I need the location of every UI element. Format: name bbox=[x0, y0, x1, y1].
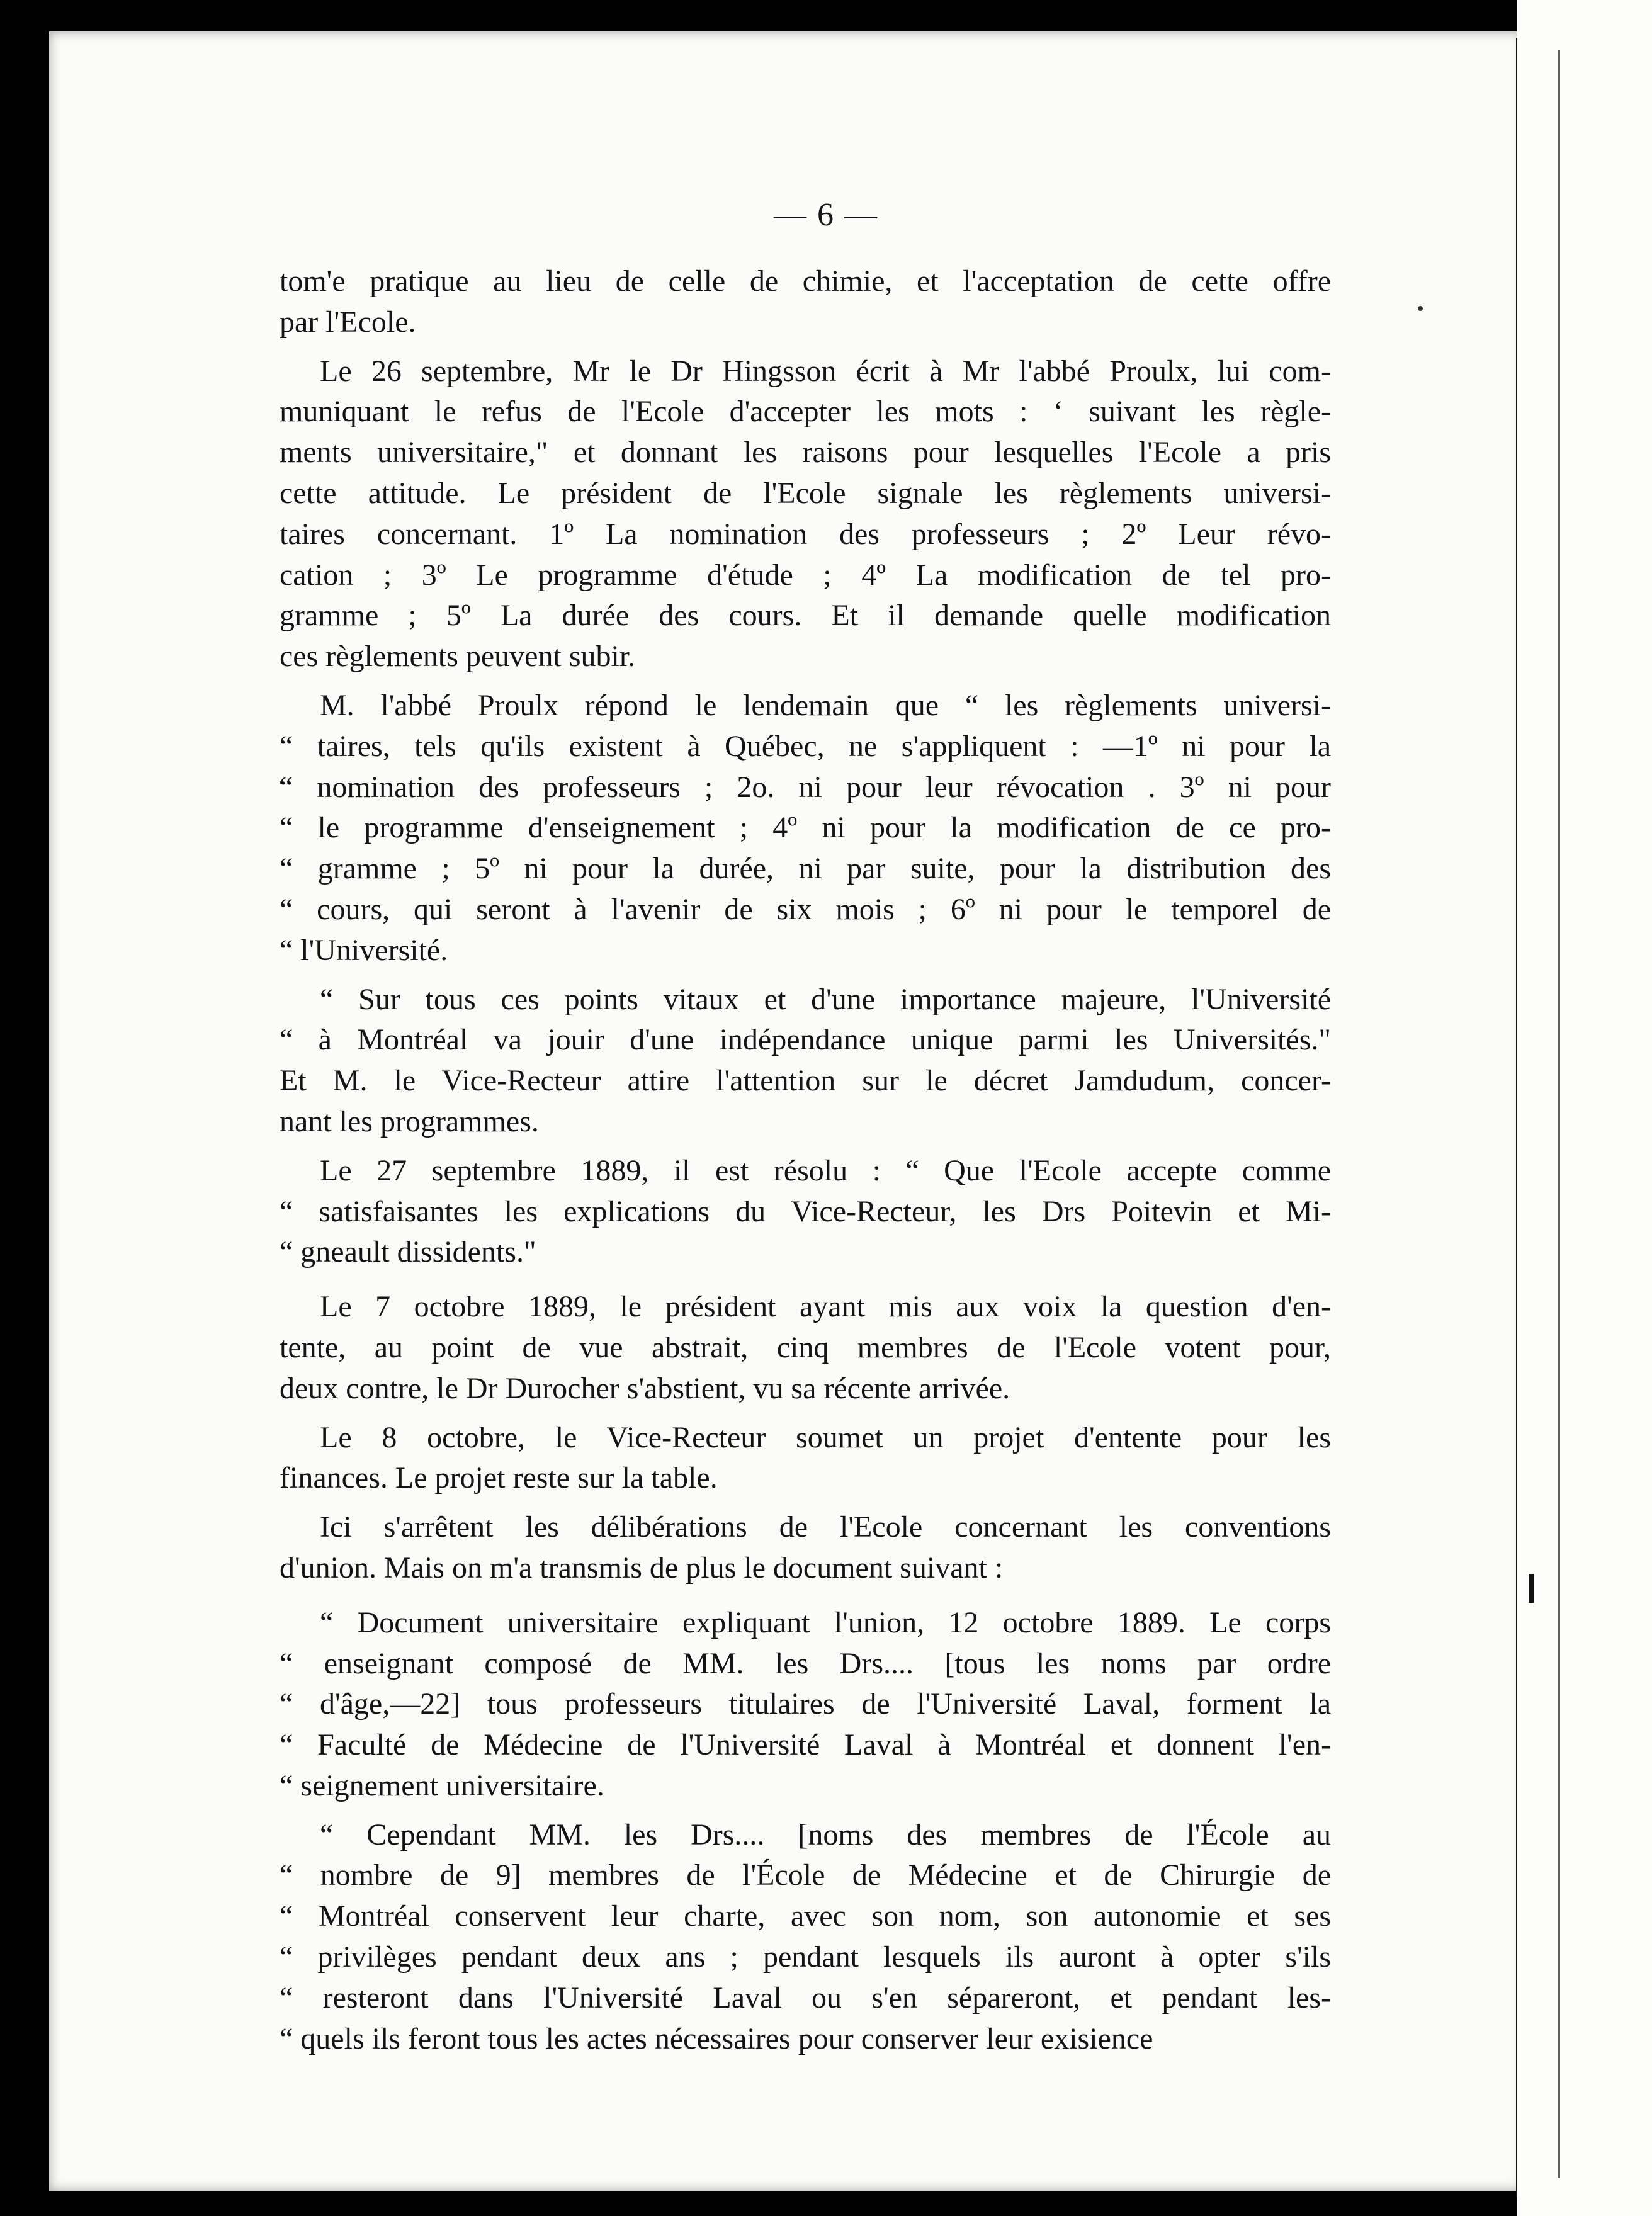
paragraph bbox=[280, 1151, 1331, 1273]
text-line: cation ; 3º Le programme d'étude ; 4º La modification de tel pro- bbox=[280, 558, 1331, 592]
text-line: M. l'abbé Proulx répond le lendemain que “ les règlements universi- bbox=[320, 688, 1331, 722]
text-line: “ seignement universitaire. bbox=[280, 1768, 604, 1802]
paragraph bbox=[280, 1603, 1331, 1807]
text-line: “ nombre de 9] membres de l'École de Médecine et de Chirurgie de bbox=[280, 1858, 1331, 1892]
text-line: deux contre, le Dr Durocher s'abstient, vu sa récente arrivée. bbox=[280, 1371, 1010, 1405]
paragraph bbox=[280, 1287, 1331, 1409]
binding-edge-line bbox=[1558, 50, 1560, 2178]
text-line: “ taires, tels qu'ils existent à Québec, ne s'appliquent : —1º ni pour la bbox=[280, 729, 1331, 763]
text-line: gramme ; 5º La durée des cours. Et il demande quelle modification bbox=[280, 599, 1331, 633]
text-line: Le 26 septembre, Mr le Dr Hingsson écrit à Mr l'abbé Proulx, lui com- bbox=[320, 354, 1331, 388]
text-line: muniquant le refus de l'Ecole d'accepter les mots : ‘ suivant les règle- bbox=[280, 395, 1331, 429]
text-line: finances. Le projet reste sur la table. bbox=[280, 1461, 718, 1495]
paragraph bbox=[280, 1507, 1331, 1589]
text-line: “ Cependant MM. les Drs.... [noms des membres de l'École au bbox=[320, 1817, 1331, 1851]
text-line: tente, au point de vue abstrait, cinq membres de l'Ecole votent pour, bbox=[280, 1330, 1331, 1364]
text-line: Et M. le Vice-Recteur attire l'attention sur le décret Jamdudum, concer- bbox=[280, 1064, 1331, 1098]
paragraph bbox=[280, 686, 1331, 971]
text-line: “ l'Université. bbox=[280, 933, 448, 967]
page-number: — 6 — bbox=[774, 197, 878, 233]
text-line: d'union. Mais on m'a transmis de plus le document suivant : bbox=[280, 1551, 1004, 1585]
text-line: cette attitude. Le président de l'Ecole signale les règlements universi- bbox=[280, 476, 1331, 510]
text-line: Ici s'arrêtent les délibérations de l'Ecole concernant les conventions bbox=[320, 1510, 1331, 1544]
text-line: “ satisfaisantes les explications du Vice-Recteur, les Drs Poitevin et Mi- bbox=[280, 1194, 1331, 1228]
text-line: “ Sur tous ces points vitaux et d'une importance majeure, l'Université bbox=[320, 982, 1331, 1016]
text-line: “ à Montréal va jouir d'une indépendance unique parmi les Universités." bbox=[280, 1023, 1331, 1057]
text-line: “ Document universitaire expliquant l'union, 12 octobre 1889. Le corps bbox=[320, 1605, 1331, 1639]
text-line: “ quels ils feront tous les actes nécessaires pour conserver leur exisience bbox=[280, 2021, 1153, 2055]
paragraph bbox=[280, 351, 1331, 677]
paragraph bbox=[280, 261, 1331, 343]
text-line: “ enseignant composé de MM. les Drs.... [tous les noms par ordre bbox=[280, 1646, 1331, 1680]
text-line: “ gramme ; 5º ni pour la durée, ni par suite, pour la distribution des bbox=[280, 852, 1331, 886]
text-line: ments universitaire," et donnant les raisons pour lesquelles l'Ecole a pris bbox=[280, 436, 1331, 470]
text-line: Le 8 octobre, le Vice-Recteur soumet un projet d'entente pour les bbox=[320, 1420, 1331, 1454]
text-line: “ gneault dissidents." bbox=[280, 1235, 536, 1269]
paragraph bbox=[280, 1418, 1331, 1500]
text-line: par l'Ecole. bbox=[280, 305, 416, 339]
text-line: nant les programmes. bbox=[280, 1104, 539, 1138]
text-line: “ le programme d'enseignement ; 4º ni pour la modification de ce pro- bbox=[280, 811, 1331, 845]
text-line: “ nomination des professeurs ; 2o. ni pour leur révocation . 3º ni pour bbox=[280, 770, 1331, 804]
text-line: ces règlements peuvent subir. bbox=[280, 640, 636, 674]
text-line: “ cours, qui seront à l'avenir de six mois ; 6º ni pour le temporel de bbox=[280, 892, 1331, 926]
text-line: “ Montréal conservent leur charte, avec son nom, son autonomie et ses bbox=[280, 1899, 1331, 1933]
text-line: tom'e pratique au lieu de celle de chimie, et l'acceptation de cette offre bbox=[280, 264, 1331, 298]
document-body bbox=[280, 261, 1331, 2067]
text-line: taires concernant. 1º La nomination des professeurs ; 2º Leur révo- bbox=[280, 517, 1331, 551]
ink-speck bbox=[1418, 306, 1423, 311]
text-line: “ privilèges pendant deux ans ; pendant lesquels ils auront à opter s'ils bbox=[280, 1940, 1331, 1974]
facing-page-edge bbox=[1517, 0, 1652, 2216]
text-line: “ resteront dans l'Université Laval ou s'en sépareront, et pendant les- bbox=[280, 1981, 1331, 2015]
binding-mark bbox=[1529, 1574, 1534, 1603]
text-line: Le 7 octobre 1889, le président ayant mis aux voix la question d'en- bbox=[320, 1290, 1331, 1324]
text-line: “ Faculté de Médecine de l'Université Laval à Montréal et donnent l'en- bbox=[280, 1728, 1331, 1762]
paragraph bbox=[280, 980, 1331, 1143]
text-line: Le 27 septembre 1889, il est résolu : “ Que l'Ecole accepte comme bbox=[320, 1153, 1331, 1187]
text-line: “ d'âge,—22] tous professeurs titulaires de l'Université Laval, forment la bbox=[280, 1687, 1331, 1721]
paragraph bbox=[280, 1815, 1331, 2060]
